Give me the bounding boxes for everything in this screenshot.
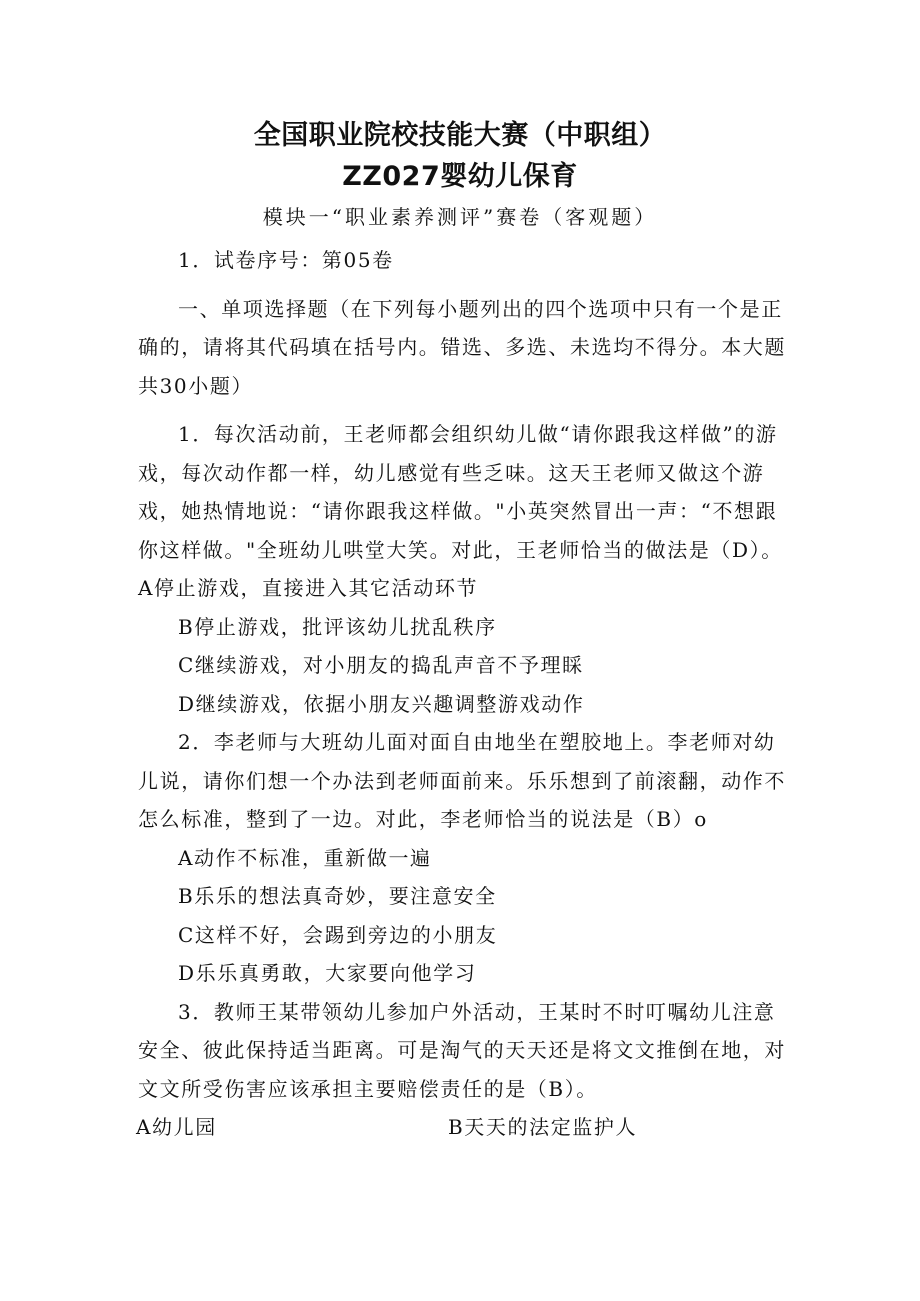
document-body — [138, 241, 788, 1147]
question-1-option-c: C继续游戏，对小朋友的捣乱声音不予理睬 — [178, 653, 584, 677]
question-3-option-a: A幼儿园 — [136, 1115, 217, 1139]
question-2-option-b: B乐乐的想法真奇妙，要注意安全 — [178, 884, 497, 908]
question-2-option-a: A动作不标准，重新做一遍 — [178, 845, 432, 870]
question-2-option-c: C这样不好，会踢到旁边的小朋友 — [178, 922, 498, 947]
question-3-option-b: B天天的法定监护人 — [448, 1115, 638, 1139]
document-title: 全国职业院校技能大赛（中职组） — [253, 120, 667, 151]
question-stem-1: 1．每次活动前，王老师都会组织幼儿做“请你跟我这样做”的游戏，每次动作都一样，幼儿感觉有些乏味。这天王老师又做这个游戏，她热情地说：“请你跟我这样做。"小英突然冒出一声：“不想跟你这样做。"全班幼儿哄堂大笑。对此，王老师恰当的做法是（D）。A停止游戏，直接进入其它活动环节 — [138, 422, 783, 600]
document-subtitle: 模块一“职业素养测评”赛卷（客观题） — [262, 205, 658, 229]
question-stem-2: 2．李老师与大班幼儿面对面自由地坐在塑胶地上。李老师对幼儿说，请你们想一个办法到老师面前来。乐乐想到了前滚翻，动作不怎么标准，整到了一边。对此，李老师恰当的说法是（B）o — [138, 730, 786, 831]
question-2-option-d: D乐乐真勇敢，大家要向他学习 — [178, 961, 477, 985]
section-heading: 一、单项选择题（在下列每小题列出的四个选项中只有一个是正确的，请将其代码填在括号内。错选、多选、未选均不得分。本大题共30小题） — [138, 296, 786, 398]
question-stem-3: 3．教师王某带领幼儿参加户外活动，王某时不时叮嘱幼儿注意安全、彼此保持适当距离。可是淘气的天天还是将文文推倒在地，对文文所受伤害应该承担主要赔偿责任的是（B）。 — [138, 999, 786, 1101]
document-subject-title: ZZ027婴幼儿保育 — [342, 161, 578, 192]
paper-number: 1．试卷序号：第05卷 — [178, 248, 394, 272]
question-1-option-d: D继续游戏，依据小朋友兴趣调整游戏动作 — [178, 691, 585, 716]
question-1-option-b: B停止游戏，批评该幼儿扰乱秩序 — [178, 614, 497, 639]
question-3-options-row — [136, 1108, 788, 1147]
